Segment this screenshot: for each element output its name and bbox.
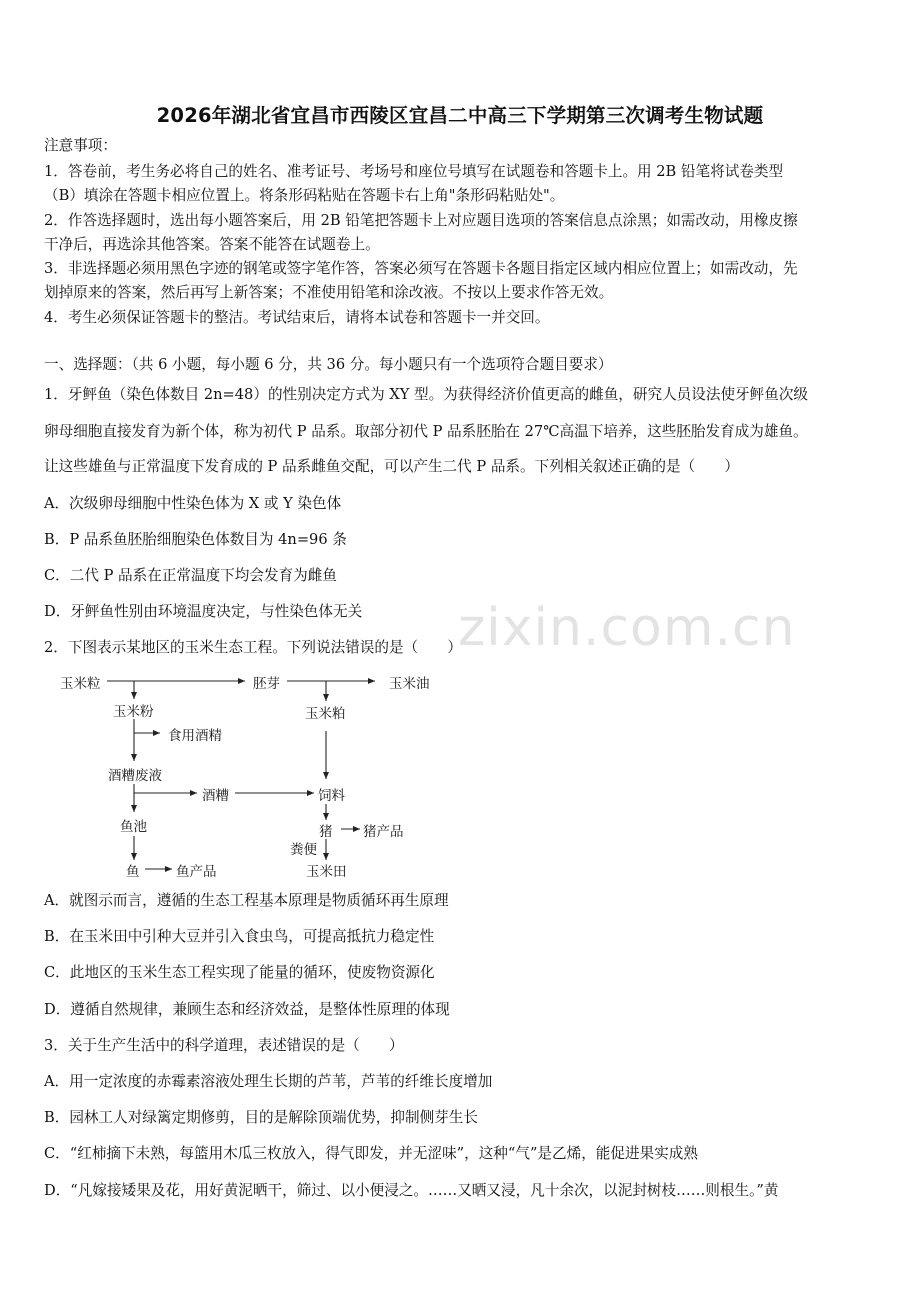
diagram-node-fish-products: 鱼产品 — [176, 864, 217, 880]
watermark: zixin.com.cn — [458, 598, 796, 658]
q1-stem-line: 1．牙鲆鱼（染色体数目 2n=48）的性别决定方式为 XY 型。为获得经济价值更高的雌鱼，研究人员设法使牙鲆鱼次级 — [44, 386, 809, 403]
diagram-node-corn-field: 玉米田 — [306, 864, 347, 880]
notice-line: 2．作答选择题时，选出每小题答案后，用 2B 铅笔把答题卡上对应题目选项的答案信息点涂黑；如需改动，用橡皮擦 — [44, 212, 798, 229]
notice-line: 干净后，再选涂其他答案。答案不能答在试题卷上。 — [44, 236, 380, 253]
q2-option-d: D．遵循自然规律，兼顾生态和经济效益，是整体性原理的体现 — [44, 1001, 450, 1018]
page-title: 2026年湖北省宜昌市西陵区宜昌二中高三下学期第三次调考生物试题 — [156, 104, 764, 127]
diagram-node-fish: 鱼 — [126, 864, 140, 880]
diagram-node-edible-alcohol: 食用酒精 — [168, 728, 222, 744]
q3-option-b: B．园林工人对绿篱定期修剪，目的是解除顶端优势，抑制侧芽生长 — [44, 1109, 478, 1126]
diagram-node-corn-oil: 玉米油 — [389, 676, 430, 692]
q1-option-b: B．P 品系鱼胚胎细胞染色体数目为 4n=96 条 — [44, 531, 347, 548]
q3-option-a: A．用一定浓度的赤霉素溶液处理生长期的芦苇，芦苇的纤维长度增加 — [44, 1073, 493, 1090]
diagram-node-distillers-grains: 酒糟 — [202, 788, 229, 804]
q2-option-a: A．就图示而言，遵循的生态工程基本原理是物质循环再生原理 — [44, 892, 449, 909]
diagram-node-corn-flour: 玉米粉 — [113, 704, 154, 720]
diagram-node-pig-products: 猪产品 — [363, 824, 404, 840]
q3-option-d: D．“凡嫁接矮果及花，用好黄泥晒干，筛过、以小便浸之。……又晒又浸，凡十余次，以泥封树枝……则根生。”黄 — [44, 1182, 779, 1199]
notice-line: 1．答卷前，考生务必将自己的姓名、准考证号、考场号和座位号填写在试题卷和答题卡上。用 2B 铅笔将试卷类型 — [44, 163, 784, 180]
diagram-node-fish-pond: 鱼池 — [120, 819, 147, 835]
q1-option-a: A．次级卵母细胞中性染色体为 X 或 Y 染色体 — [44, 495, 342, 512]
diagram-node-waste-liquid: 酒糟废液 — [108, 768, 162, 784]
notice-line: 划掉原来的答案，然后再写上新答案；不准使用铅笔和涂改液。不按以上要求作答无效。 — [44, 284, 614, 301]
diagram-node-germ: 胚芽 — [253, 676, 280, 692]
q1-stem-line: 让这些雄鱼与正常温度下发育成的 P 品系雌鱼交配，可以产生二代 P 品系。下列相关叙述正确的是（ ） — [44, 458, 739, 475]
diagram-node-corn-meal: 玉米粕 — [305, 706, 346, 722]
notice-line: 3．非选择题必须用黑色字迹的钢笔或签字笔作答，答案必须写在答题卡各题目指定区域内相应位置上；如需改动，先 — [44, 260, 798, 277]
notice-heading: 注意事项： — [44, 137, 117, 154]
notice-line: （B）填涂在答题卡相应位置上。将条形码粘贴在答题卡右上角"条形码粘贴处"。 — [44, 187, 565, 204]
section-heading: 一、选择题：（共 6 小题，每小题 6 分，共 36 分。每小题只有一个选项符合题目要求） — [44, 356, 613, 373]
q2-stem: 2．下图表示某地区的玉米生态工程。下列说法错误的是（ ） — [44, 639, 462, 656]
q3-stem: 3．关于生产生活中的科学道理，表述错误的是（ ） — [44, 1037, 404, 1054]
diagram-node-feed: 饲料 — [318, 788, 345, 804]
q1-stem-line: 卵母细胞直接发育为新个体，称为初代 P 品系。取部分初代 P 品系胚胎在 27℃高温下培养，这些胚胎发育成为雄鱼。 — [44, 423, 808, 440]
q2-option-b: B．在玉米田中引种大豆并引入食虫鸟，可提高抵抗力稳定性 — [44, 928, 435, 945]
q1-option-c: C．二代 P 品系在正常温度下均会发育为雌鱼 — [44, 567, 337, 584]
diagram-node-manure: 粪便 — [290, 842, 317, 858]
diagram-node-corn-grain: 玉米粒 — [60, 676, 101, 692]
q3-option-c: C．“红柿摘下未熟，每篮用木瓜三枚放入，得气即发，并无涩味”，这种“气”是乙烯，能促进果实成熟 — [44, 1145, 698, 1162]
q1-option-d: D．牙鲆鱼性别由环境温度决定，与性染色体无关 — [44, 603, 363, 620]
q2-option-c: C．此地区的玉米生态工程实现了能量的循环，使废物资源化 — [44, 964, 435, 981]
diagram-node-pig: 猪 — [319, 824, 333, 840]
notice-line: 4．考生必须保证答题卡的整洁。考试结束后，请将本试卷和答题卡一并交回。 — [44, 309, 550, 326]
